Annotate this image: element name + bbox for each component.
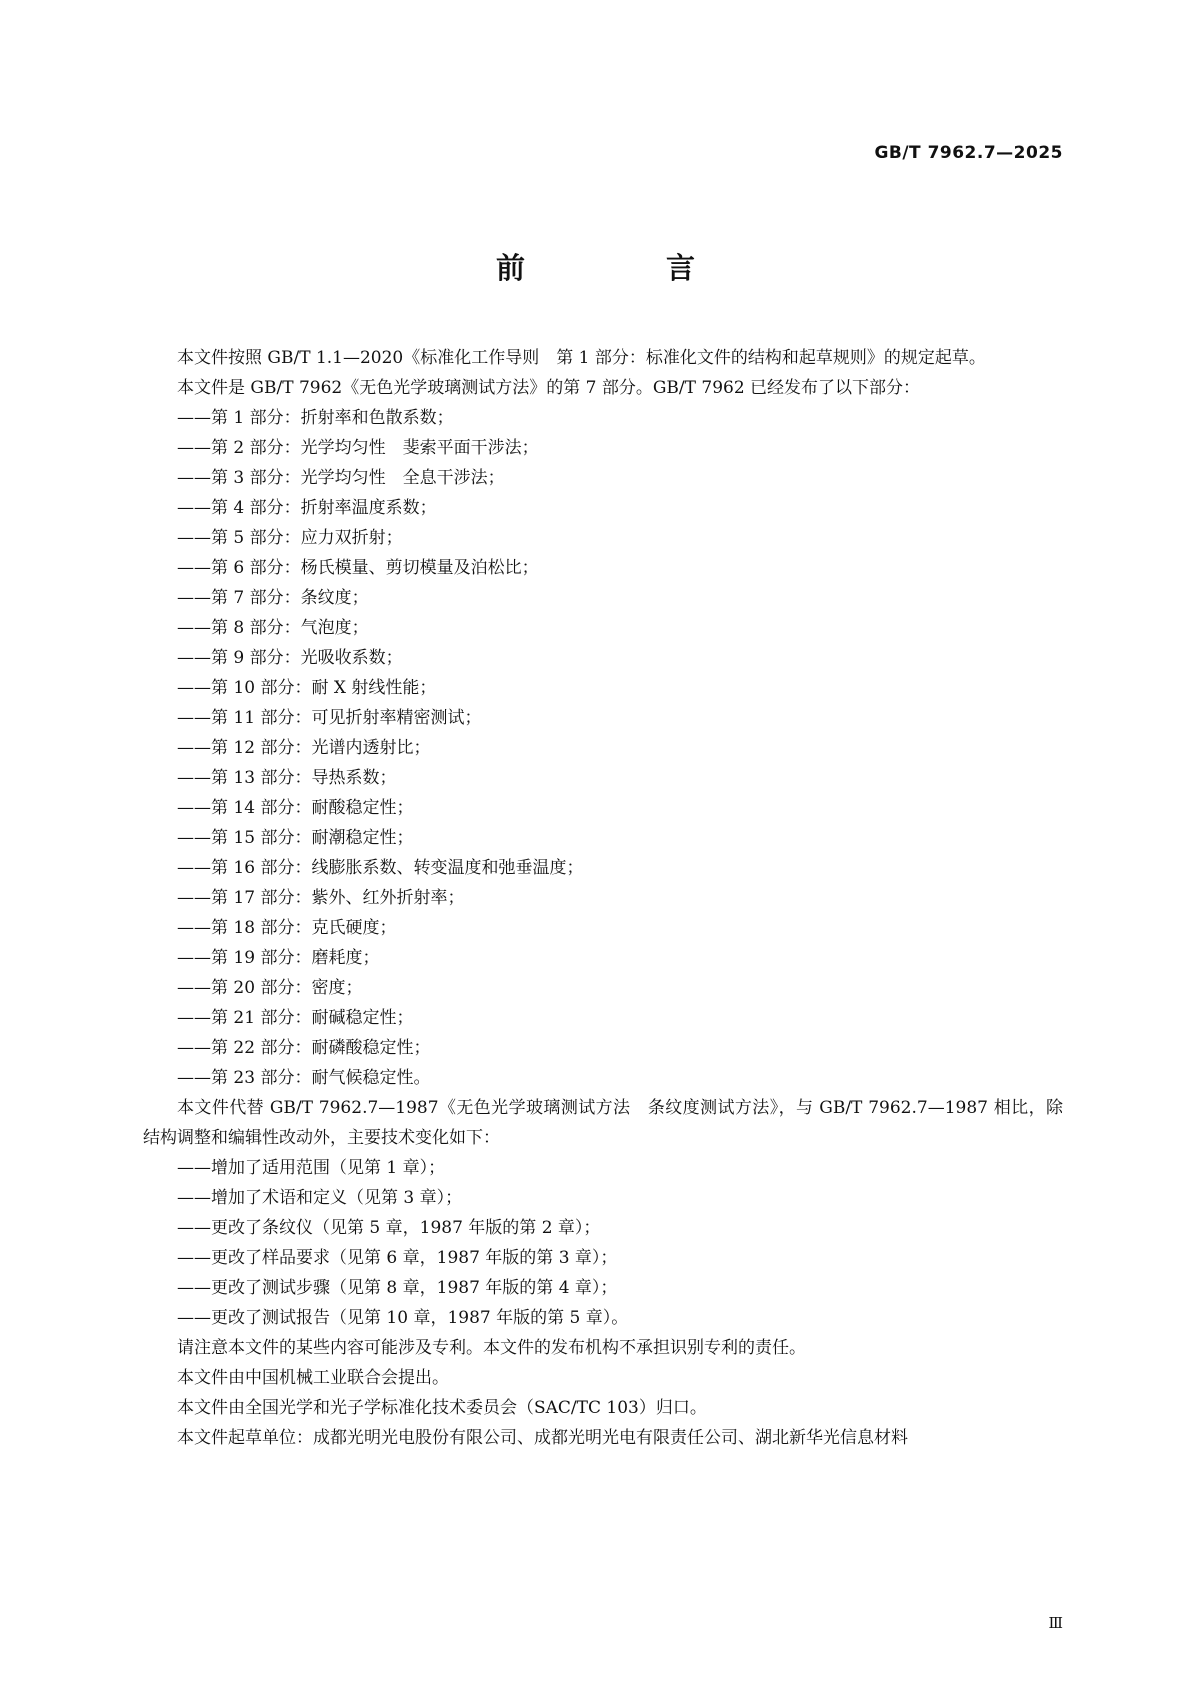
list-item: ——第 8 部分：气泡度； <box>177 618 369 638</box>
list-item: ——更改了条纹仪（见第 5 章，1987 年版的第 2 章）； <box>177 1218 601 1238</box>
changes-list <box>143 1153 1063 1333</box>
list-item: ——第 21 部分：耐碱稳定性； <box>177 1008 414 1028</box>
list-item: ——第 10 部分：耐 X 射线性能； <box>177 678 437 698</box>
list-item: ——第 3 部分：光学均匀性 全息干涉法； <box>177 468 505 488</box>
list-item: ——第 18 部分：克氏硬度； <box>177 918 397 938</box>
list-item: ——第 14 部分：耐酸稳定性； <box>177 798 414 818</box>
list-item: ——第 17 部分：紫外、红外折射率； <box>177 888 465 908</box>
list-item: ——第 4 部分：折射率温度系数； <box>177 498 437 518</box>
list-item: ——第 15 部分：耐潮稳定性； <box>177 828 414 848</box>
list-item: ——更改了测试报告（见第 10 章，1987 年版的第 5 章）。 <box>177 1308 629 1328</box>
paragraph-patent-notice: 请注意本文件的某些内容可能涉及专利。本文件的发布机构不承担识别专利的责任。 <box>177 1338 806 1358</box>
list-item: ——第 2 部分：光学均匀性 斐索平面干涉法； <box>177 438 539 458</box>
list-item: ——第 19 部分：磨耗度； <box>177 948 380 968</box>
list-item: ——第 11 部分：可见折射率精密测试； <box>177 708 482 728</box>
list-item: ——增加了适用范围（见第 1 章）； <box>177 1158 446 1178</box>
list-item: ——第 16 部分：线膨胀系数、转变温度和弛垂温度； <box>177 858 584 878</box>
paragraph-committee: 本文件由全国光学和光子学标准化技术委员会（SAC/TC 103）归口。 <box>177 1398 707 1418</box>
list-item: ——第 1 部分：折射率和色散系数； <box>177 408 454 428</box>
paragraph-series-intro: 本文件是 GB/T 7962《无色光学玻璃测试方法》的第 7 部分。GB/T 7962 已经发布了以下部分： <box>177 378 921 398</box>
list-item: ——第 12 部分：光谱内透射比； <box>177 738 431 758</box>
list-item: ——第 6 部分：杨氏模量、剪切模量及泊松比； <box>177 558 539 578</box>
list-item: ——第 5 部分：应力双折射； <box>177 528 403 548</box>
list-item: ——第 22 部分：耐磷酸稳定性； <box>177 1038 431 1058</box>
page-title: 前 言 <box>495 251 751 285</box>
paragraph-drafting-rules: 本文件按照 GB/T 1.1—2020《标准化工作导则 第 1 部分：标准化文件的结构和起草规则》的规定起草。 <box>177 348 986 368</box>
paragraph-drafting-units: 本文件起草单位：成都光明光电股份有限公司、成都光明光电有限责任公司、湖北新华光信息材料 <box>177 1428 908 1448</box>
standard-code: GB/T 7962.7—2025 <box>874 143 1063 163</box>
list-item: ——更改了样品要求（见第 6 章，1987 年版的第 3 章）； <box>177 1248 618 1268</box>
list-item: ——增加了术语和定义（见第 3 章）； <box>177 1188 463 1208</box>
page-number: Ⅲ <box>1048 1614 1063 1632</box>
list-item: ——第 20 部分：密度； <box>177 978 363 998</box>
list-item: ——第 23 部分：耐气候稳定性。 <box>177 1068 431 1088</box>
paragraph-proposer: 本文件由中国机械工业联合会提出。 <box>177 1368 449 1388</box>
list-item: ——更改了测试步骤（见第 8 章，1987 年版的第 4 章）； <box>177 1278 618 1298</box>
list-item: ——第 7 部分：条纹度； <box>177 588 369 608</box>
parts-list <box>143 403 1063 1093</box>
paragraph-replacement: 本文件代替 GB/T 7962.7—1987《无色光学玻璃测试方法 条纹度测试方法》，与 GB/T 7962.7—1987 相比，除结构调整和编辑性改动外，主要技术变化如下： <box>143 1098 1063 1148</box>
list-item: ——第 13 部分：导热系数； <box>177 768 397 788</box>
list-item: ——第 9 部分：光吸收系数； <box>177 648 403 668</box>
document-body <box>143 343 1063 1453</box>
